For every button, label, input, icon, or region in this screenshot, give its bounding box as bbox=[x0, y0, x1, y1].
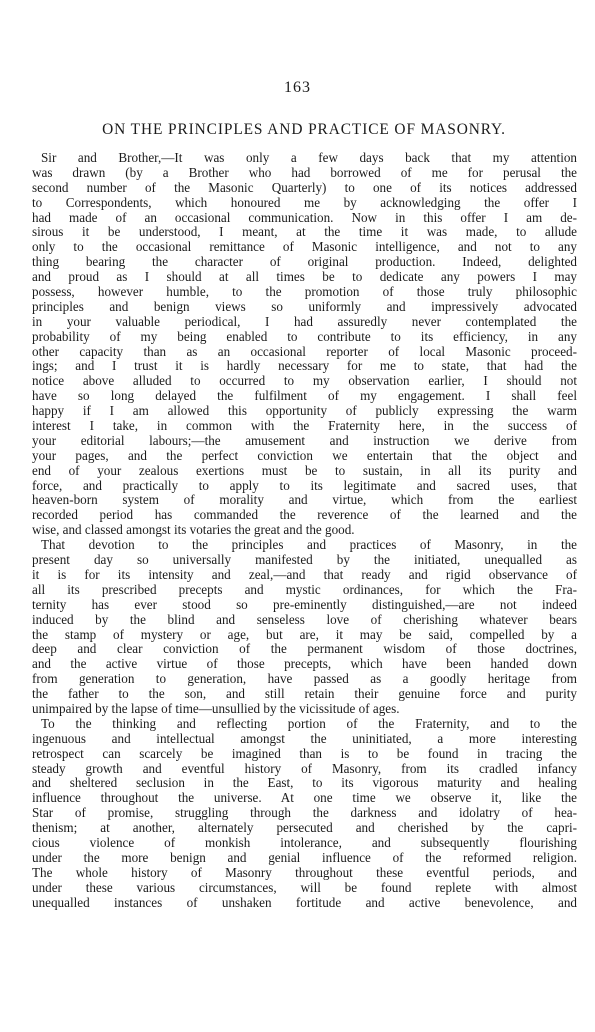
text-line: the father to the son, and still retain their genuine force and purity bbox=[32, 687, 577, 702]
text-line: induced by the blind and senseless love of cherishing whatever bears bbox=[32, 612, 577, 627]
text-line: it is for its intensity and zeal,—and that ready and rigid observance of bbox=[32, 567, 577, 582]
text-line: To the thinking and reflecting portion of the Fraternity, and to the bbox=[41, 716, 577, 731]
text-line: retrospect can scarcely be imagined than is to be found in tracing the bbox=[32, 746, 577, 761]
text-line: present day so universally manifested by the initiated, unequalled as bbox=[32, 553, 577, 568]
text-line: and sheltered seclusion in the East, to its vigorous maturity and healing bbox=[32, 776, 577, 791]
text-line: happy if I am allowed this opportunity of publicly expressing the warm bbox=[32, 404, 577, 419]
text-line: influence throughout the universe. At one time we observe it, like the bbox=[32, 791, 577, 806]
text-line: and the active virtue of those precepts, which have been handed down bbox=[32, 657, 577, 672]
text-line: in your valuable periodical, I had assuredly never contemplated the bbox=[32, 314, 577, 329]
text-line: end of your zealous exertions must be to sustain, in all its purity and bbox=[32, 463, 577, 478]
text-line: to Correspondents, which honoured me by acknowledging the offer I bbox=[32, 195, 577, 210]
text-line: ingenuous and intellectual amongst the uninitiated, a more interesting bbox=[32, 731, 577, 746]
text-line: unequalled instances of unshaken fortitude and active benevolence, and bbox=[32, 895, 577, 910]
text-line: from generation to generation, have passed as a goodly heritage from bbox=[32, 672, 577, 687]
text-line: your editorial labours;—the amusement and instruction we derive from bbox=[32, 433, 577, 448]
text-line: second number of the Masonic Quarterly) to one of its notices addressed bbox=[32, 180, 577, 195]
text-line: and proud as I should at all times be to dedicate any powers I may bbox=[32, 270, 577, 285]
text-line: sirous it be understood, I meant, at the time it was made, to allude bbox=[32, 225, 577, 240]
text-line: ternity has ever stood so pre-eminently distinguished,—are not indeed bbox=[32, 597, 577, 612]
text-line: Star of promise, struggling through the darkness and idolatry of hea- bbox=[32, 806, 577, 821]
text-line: thenism; at another, alternately persecuted and cherished by the capri- bbox=[32, 821, 577, 836]
text-line: ings; and I trust it is hardly necessary for me to state, that had the bbox=[32, 359, 577, 374]
text-line: probability of my being enabled to contribute to its efficiency, in any bbox=[32, 329, 577, 344]
text-line: notice above alluded to occurred to my observation earlier, I should not bbox=[32, 374, 577, 389]
text-line: unimpaired by the lapse of time—unsullied by the vicissitude of ages. bbox=[32, 701, 400, 716]
text-line: possess, however humble, to the promotion of those truly philosophic bbox=[32, 285, 577, 300]
text-line: wise, and classed amongst its votaries the great and the good. bbox=[32, 523, 355, 538]
text-line: have so long delayed the fulfilment of my engagement. I shall feel bbox=[32, 389, 577, 404]
text-line: your pages, and the perfect conviction we entertain that the object and bbox=[32, 448, 577, 463]
text-line: steady growth and eventful history of Masonry, from its cradled infancy bbox=[32, 761, 577, 776]
article-body bbox=[32, 151, 577, 910]
text-line: other capacity than as an occasional reporter of local Masonic proceed- bbox=[32, 344, 577, 359]
text-line: interest I take, in common with the Fraternity here, in the success of bbox=[32, 419, 577, 434]
page-number: 163 bbox=[284, 79, 311, 96]
text-line: under these various circumstances, will be found replete with almost bbox=[32, 880, 577, 895]
text-line: force, and practically to apply to its legitimate and sacred uses, that bbox=[32, 478, 577, 493]
text-line: all its prescribed precepts and mystic ordinances, for which the Fra- bbox=[32, 582, 577, 597]
text-line: principles and benign views so uniformly and impressively advocated bbox=[32, 299, 577, 314]
text-line: That devotion to the principles and practices of Masonry, in the bbox=[41, 538, 577, 553]
text-line: The whole history of Masonry throughout these eventful periods, and bbox=[32, 865, 577, 880]
text-line: had made of an occasional communication. Now in this offer I am de- bbox=[32, 210, 577, 225]
text-line: cious violence of monkish intolerance, and subsequently flourishing bbox=[32, 835, 577, 850]
text-line: Sir and Brother,—It was only a few days back that my attention bbox=[41, 151, 577, 165]
text-line: recorded period has commanded the reverence of the learned and the bbox=[32, 508, 577, 523]
text-line: heaven-born system of morality and virtue, which from the earliest bbox=[32, 493, 577, 508]
text-line: only to the occasional remittance of Masonic intelligence, and not to any bbox=[32, 240, 577, 255]
text-line: thing bearing the character of original production. Indeed, delighted bbox=[32, 255, 577, 270]
article-title: ON THE PRINCIPLES AND PRACTICE OF MASONRY. bbox=[102, 121, 506, 138]
text-line: under the more benign and genial influence of the reformed religion. bbox=[32, 850, 577, 865]
text-line: deep and clear conviction of the permanent wisdom of those doctrines, bbox=[32, 642, 577, 657]
text-line: was drawn (by a Brother who had borrowed of me for perusal the bbox=[32, 165, 577, 180]
text-line: the stamp of mystery or age, but are, it may be said, compelled by a bbox=[32, 627, 577, 642]
